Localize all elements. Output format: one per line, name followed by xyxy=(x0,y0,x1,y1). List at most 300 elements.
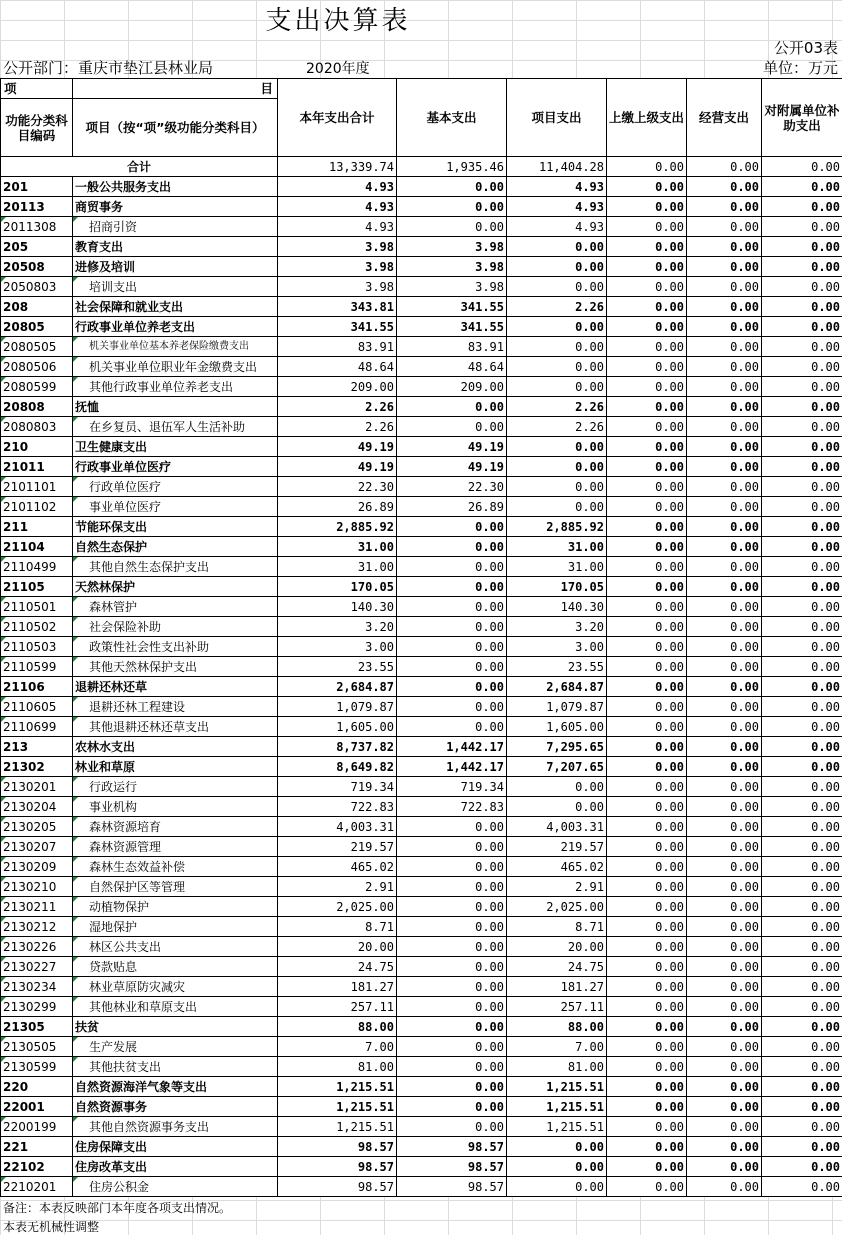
cell-amount: 0.00 xyxy=(687,1157,762,1177)
cell-amount: 2,885.92 xyxy=(507,517,607,537)
cell-code: 20808 xyxy=(1,397,73,417)
cell-amount: 0.00 xyxy=(687,537,762,557)
cell-amount: 0.00 xyxy=(507,477,607,497)
cell-amount: 2,684.87 xyxy=(278,677,397,697)
cell-code: 208 xyxy=(1,297,73,317)
cell-code: 2130299 xyxy=(1,997,73,1017)
cell-amount: 0.00 xyxy=(397,697,507,717)
cell-amount: 0.00 xyxy=(507,377,607,397)
cell-amount: 24.75 xyxy=(278,957,397,977)
cell-amount: 722.83 xyxy=(397,797,507,817)
cell-amount: 0.00 xyxy=(762,1037,842,1057)
cell-amount: 48.64 xyxy=(397,357,507,377)
cell-amount: 1,079.87 xyxy=(507,697,607,717)
cell-amount: 0.00 xyxy=(762,717,842,737)
department-label: 公开部门：重庆市垫江县林业局 xyxy=(3,59,214,77)
cell-amount: 0.00 xyxy=(762,697,842,717)
cell-amount: 0.00 xyxy=(687,697,762,717)
cell-amount: 0.00 xyxy=(762,517,842,537)
cell-amount: 0.00 xyxy=(762,1057,842,1077)
cell-code: 2110599 xyxy=(1,657,73,677)
cell-amount: 140.30 xyxy=(507,597,607,617)
cell-item-name: 林区公共支出 xyxy=(73,937,278,957)
cell-item-name: 行政运行 xyxy=(73,777,278,797)
cell-amount: 0.00 xyxy=(762,417,842,437)
cell-amount: 22.30 xyxy=(278,477,397,497)
cell-amount: 0.00 xyxy=(687,737,762,757)
cell-amount: 2.26 xyxy=(278,397,397,417)
cell-item-name: 动植物保护 xyxy=(73,897,278,917)
cell-amount: 0.00 xyxy=(607,617,687,637)
cell-amount: 31.00 xyxy=(507,557,607,577)
cell-amount: 0.00 xyxy=(687,337,762,357)
cell-item-name: 扶贫 xyxy=(73,1017,278,1037)
cell-amount: 0.00 xyxy=(397,1017,507,1037)
table-note: 备注：本表反映部门本年度各项支出情况。 xyxy=(3,1201,232,1215)
cell-amount: 0.00 xyxy=(687,917,762,937)
cell-code: 2110502 xyxy=(1,617,73,637)
cell-amount: 0.00 xyxy=(762,577,842,597)
cell-amount: 8,737.82 xyxy=(278,737,397,757)
table-row xyxy=(1,1017,842,1037)
cell-amount: 1,079.87 xyxy=(278,697,397,717)
cell-code: 2080505 xyxy=(1,337,73,357)
header-remit-superior: 上缴上级支出 xyxy=(607,79,687,157)
cell-item-name: 卫生健康支出 xyxy=(73,437,278,457)
cell-amount: 341.55 xyxy=(278,317,397,337)
table-header xyxy=(1,79,842,157)
cell-amount: 0.00 xyxy=(607,537,687,557)
cell-amount: 0.00 xyxy=(687,717,762,737)
table-row xyxy=(1,257,842,277)
cell-amount: 0.00 xyxy=(607,1137,687,1157)
cell-amount: 0.00 xyxy=(687,1057,762,1077)
cell-amount: 0.00 xyxy=(762,1157,842,1177)
cell-amount: 0.00 xyxy=(687,277,762,297)
table-row xyxy=(1,557,842,577)
cell-code: 2050803 xyxy=(1,277,73,297)
cell-amount: 0.00 xyxy=(762,677,842,697)
cell-amount: 0.00 xyxy=(762,757,842,777)
total-cell: 11,404.28 xyxy=(507,157,607,177)
cell-amount: 0.00 xyxy=(397,177,507,197)
cell-amount: 465.02 xyxy=(507,857,607,877)
cell-item-name: 农林水支出 xyxy=(73,737,278,757)
table-row xyxy=(1,437,842,457)
cell-amount: 0.00 xyxy=(607,1017,687,1037)
cell-amount: 3.98 xyxy=(397,257,507,277)
cell-amount: 0.00 xyxy=(762,397,842,417)
cell-amount: 0.00 xyxy=(607,697,687,717)
table-row xyxy=(1,717,842,737)
cell-code: 2130205 xyxy=(1,817,73,837)
cell-amount: 0.00 xyxy=(687,1177,762,1197)
cell-amount: 0.00 xyxy=(687,797,762,817)
cell-amount: 49.19 xyxy=(278,437,397,457)
cell-amount: 8,649.82 xyxy=(278,757,397,777)
cell-item-name: 抚恤 xyxy=(73,397,278,417)
cell-amount: 0.00 xyxy=(397,937,507,957)
cell-amount: 1,442.17 xyxy=(397,737,507,757)
table-row xyxy=(1,177,842,197)
cell-amount: 341.55 xyxy=(397,317,507,337)
cell-item-name: 商贸事务 xyxy=(73,197,278,217)
cell-amount: 0.00 xyxy=(687,1137,762,1157)
cell-code: 220 xyxy=(1,1077,73,1097)
cell-amount: 0.00 xyxy=(762,197,842,217)
cell-code: 2130211 xyxy=(1,897,73,917)
cell-amount: 0.00 xyxy=(762,317,842,337)
cell-amount: 209.00 xyxy=(278,377,397,397)
cell-item-name: 退耕还林工程建设 xyxy=(73,697,278,717)
cell-amount: 0.00 xyxy=(607,497,687,517)
cell-item-name: 住房公积金 xyxy=(73,1177,278,1197)
cell-amount: 0.00 xyxy=(607,397,687,417)
cell-code: 2210201 xyxy=(1,1177,73,1197)
cell-amount: 0.00 xyxy=(397,597,507,617)
header-xiang: 项 xyxy=(1,79,73,99)
cell-code: 2200199 xyxy=(1,1117,73,1137)
cell-code: 22001 xyxy=(1,1097,73,1117)
table-row xyxy=(1,237,842,257)
header-code: 功能分类科目编码 xyxy=(1,99,73,157)
table-row xyxy=(1,1057,842,1077)
cell-amount: 0.00 xyxy=(507,237,607,257)
cell-amount: 0.00 xyxy=(762,637,842,657)
cell-item-name: 湿地保护 xyxy=(73,917,278,937)
cell-amount: 257.11 xyxy=(278,997,397,1017)
table-row xyxy=(1,397,842,417)
total-cell: 0.00 xyxy=(762,157,842,177)
cell-amount: 0.00 xyxy=(762,997,842,1017)
cell-item-name: 一般公共服务支出 xyxy=(73,177,278,197)
expenditure-table xyxy=(0,78,842,1197)
cell-amount: 0.00 xyxy=(687,897,762,917)
cell-amount: 0.00 xyxy=(507,277,607,297)
cell-amount: 219.57 xyxy=(507,837,607,857)
cell-code: 2130204 xyxy=(1,797,73,817)
cell-code: 2080803 xyxy=(1,417,73,437)
cell-amount: 0.00 xyxy=(607,437,687,457)
cell-amount: 0.00 xyxy=(397,677,507,697)
cell-amount: 0.00 xyxy=(507,777,607,797)
total-cell: 1,935.46 xyxy=(397,157,507,177)
table-row xyxy=(1,357,842,377)
cell-code: 221 xyxy=(1,1137,73,1157)
cell-amount: 0.00 xyxy=(762,597,842,617)
cell-amount: 0.00 xyxy=(397,537,507,557)
table-row xyxy=(1,617,842,637)
cell-amount: 1,215.51 xyxy=(507,1097,607,1117)
cell-code: 2110503 xyxy=(1,637,73,657)
cell-code: 2130212 xyxy=(1,917,73,937)
cell-amount: 0.00 xyxy=(762,777,842,797)
cell-amount: 0.00 xyxy=(397,417,507,437)
cell-amount: 0.00 xyxy=(762,457,842,477)
cell-amount: 0.00 xyxy=(762,297,842,317)
cell-amount: 0.00 xyxy=(607,217,687,237)
cell-amount: 0.00 xyxy=(607,297,687,317)
cell-amount: 0.00 xyxy=(762,217,842,237)
cell-amount: 98.57 xyxy=(278,1137,397,1157)
table-row xyxy=(1,977,842,997)
cell-amount: 0.00 xyxy=(607,957,687,977)
cell-amount: 0.00 xyxy=(397,617,507,637)
cell-amount: 0.00 xyxy=(397,637,507,657)
total-cell: 13,339.74 xyxy=(278,157,397,177)
table-body xyxy=(1,157,842,1197)
table-row xyxy=(1,957,842,977)
cell-code: 205 xyxy=(1,237,73,257)
table-row xyxy=(1,477,842,497)
cell-item-name: 进修及培训 xyxy=(73,257,278,277)
cell-amount: 0.00 xyxy=(687,317,762,337)
cell-amount: 0.00 xyxy=(762,437,842,457)
cell-item-name: 招商引资 xyxy=(73,217,278,237)
cell-item-name: 其他林业和草原支出 xyxy=(73,997,278,1017)
cell-amount: 0.00 xyxy=(607,377,687,397)
cell-amount: 26.89 xyxy=(397,497,507,517)
cell-amount: 0.00 xyxy=(607,877,687,897)
cell-amount: 0.00 xyxy=(397,977,507,997)
cell-item-name: 机关事业单位职业年金缴费支出 xyxy=(73,357,278,377)
cell-amount: 0.00 xyxy=(687,637,762,657)
cell-amount: 3.98 xyxy=(278,257,397,277)
cell-amount: 0.00 xyxy=(507,337,607,357)
cell-amount: 7,295.65 xyxy=(507,737,607,757)
cell-amount: 209.00 xyxy=(397,377,507,397)
cell-amount: 0.00 xyxy=(762,1077,842,1097)
cell-amount: 0.00 xyxy=(762,557,842,577)
total-row xyxy=(1,157,842,177)
table-row xyxy=(1,677,842,697)
cell-code: 2101102 xyxy=(1,497,73,517)
cell-amount: 0.00 xyxy=(687,417,762,437)
cell-amount: 0.00 xyxy=(607,1177,687,1197)
cell-amount: 0.00 xyxy=(607,577,687,597)
cell-code: 2130207 xyxy=(1,837,73,857)
table-row xyxy=(1,697,842,717)
cell-item-name: 森林管护 xyxy=(73,597,278,617)
cell-amount: 0.00 xyxy=(687,1017,762,1037)
cell-amount: 0.00 xyxy=(607,997,687,1017)
cell-amount: 0.00 xyxy=(507,797,607,817)
cell-amount: 4.93 xyxy=(278,177,397,197)
cell-item-name: 其他天然林保护支出 xyxy=(73,657,278,677)
cell-amount: 0.00 xyxy=(397,217,507,237)
cell-amount: 2.26 xyxy=(278,417,397,437)
table-row xyxy=(1,637,842,657)
table-row xyxy=(1,777,842,797)
cell-code: 2080599 xyxy=(1,377,73,397)
table-row xyxy=(1,497,842,517)
cell-amount: 0.00 xyxy=(687,1117,762,1137)
cell-amount: 0.00 xyxy=(762,957,842,977)
cell-amount: 0.00 xyxy=(762,357,842,377)
cell-code: 2011308 xyxy=(1,217,73,237)
cell-amount: 3.98 xyxy=(397,237,507,257)
cell-amount: 0.00 xyxy=(687,837,762,857)
cell-amount: 0.00 xyxy=(607,657,687,677)
cell-amount: 0.00 xyxy=(762,237,842,257)
cell-amount: 0.00 xyxy=(762,737,842,757)
cell-amount: 0.00 xyxy=(607,977,687,997)
header-mu: 目 xyxy=(73,79,278,99)
cell-item-name: 其他行政事业单位养老支出 xyxy=(73,377,278,397)
cell-amount: 0.00 xyxy=(507,357,607,377)
cell-amount: 0.00 xyxy=(507,1177,607,1197)
cell-amount: 0.00 xyxy=(507,1137,607,1157)
cell-item-name: 自然生态保护 xyxy=(73,537,278,557)
cell-amount: 0.00 xyxy=(687,197,762,217)
header-item-name: 项目（按“项”级功能分类科目） xyxy=(73,99,278,157)
cell-code: 21104 xyxy=(1,537,73,557)
cell-amount: 0.00 xyxy=(687,1077,762,1097)
cell-amount: 0.00 xyxy=(762,177,842,197)
cell-amount: 170.05 xyxy=(507,577,607,597)
cell-amount: 0.00 xyxy=(687,777,762,797)
cell-amount: 181.27 xyxy=(278,977,397,997)
cell-amount: 0.00 xyxy=(607,757,687,777)
cell-amount: 3.98 xyxy=(397,277,507,297)
cell-amount: 343.81 xyxy=(278,297,397,317)
table-row xyxy=(1,317,842,337)
cell-item-name: 森林生态效益补偿 xyxy=(73,857,278,877)
cell-amount: 0.00 xyxy=(687,257,762,277)
cell-code: 21011 xyxy=(1,457,73,477)
cell-amount: 23.55 xyxy=(278,657,397,677)
cell-amount: 0.00 xyxy=(687,377,762,397)
cell-amount: 20.00 xyxy=(507,937,607,957)
adjustment-note: 本表无机械性调整 xyxy=(3,1220,100,1234)
cell-amount: 0.00 xyxy=(607,797,687,817)
cell-amount: 0.00 xyxy=(762,1117,842,1137)
cell-amount: 3.98 xyxy=(278,237,397,257)
cell-amount: 3.00 xyxy=(278,637,397,657)
cell-amount: 0.00 xyxy=(607,417,687,437)
cell-amount: 81.00 xyxy=(278,1057,397,1077)
cell-item-name: 林业和草原 xyxy=(73,757,278,777)
cell-amount: 98.57 xyxy=(278,1177,397,1197)
cell-item-name: 森林资源培育 xyxy=(73,817,278,837)
cell-amount: 0.00 xyxy=(607,337,687,357)
cell-amount: 1,605.00 xyxy=(507,717,607,737)
cell-code: 210 xyxy=(1,437,73,457)
cell-amount: 0.00 xyxy=(607,637,687,657)
cell-item-name: 自然资源事务 xyxy=(73,1097,278,1117)
cell-code: 2110499 xyxy=(1,557,73,577)
cell-amount: 0.00 xyxy=(762,877,842,897)
cell-amount: 0.00 xyxy=(607,317,687,337)
cell-amount: 0.00 xyxy=(397,517,507,537)
cell-amount: 0.00 xyxy=(397,857,507,877)
cell-amount: 1,215.51 xyxy=(278,1077,397,1097)
cell-amount: 0.00 xyxy=(687,297,762,317)
cell-amount: 2.91 xyxy=(278,877,397,897)
cell-amount: 0.00 xyxy=(687,1097,762,1117)
cell-amount: 0.00 xyxy=(762,257,842,277)
cell-amount: 49.19 xyxy=(397,437,507,457)
cell-amount: 1,215.51 xyxy=(278,1097,397,1117)
table-row xyxy=(1,1097,842,1117)
cell-amount: 0.00 xyxy=(687,477,762,497)
cell-amount: 0.00 xyxy=(397,717,507,737)
table-row xyxy=(1,417,842,437)
cell-amount: 0.00 xyxy=(687,877,762,897)
cell-item-name: 事业机构 xyxy=(73,797,278,817)
cell-amount: 0.00 xyxy=(687,357,762,377)
cell-amount: 0.00 xyxy=(762,337,842,357)
cell-item-name: 天然林保护 xyxy=(73,577,278,597)
header-subsidiary-subsidy: 对附属单位补助支出 xyxy=(762,79,842,157)
header-project-expenditure: 项目支出 xyxy=(507,79,607,157)
cell-amount: 4.93 xyxy=(278,197,397,217)
cell-code: 2130209 xyxy=(1,857,73,877)
cell-amount: 0.00 xyxy=(762,377,842,397)
cell-amount: 719.34 xyxy=(278,777,397,797)
cell-amount: 0.00 xyxy=(607,857,687,877)
cell-amount: 0.00 xyxy=(607,937,687,957)
cell-amount: 0.00 xyxy=(687,677,762,697)
cell-amount: 0.00 xyxy=(687,617,762,637)
cell-amount: 0.00 xyxy=(762,937,842,957)
cell-amount: 31.00 xyxy=(278,537,397,557)
cell-amount: 23.55 xyxy=(507,657,607,677)
table-row xyxy=(1,897,842,917)
total-cell: 0.00 xyxy=(607,157,687,177)
cell-amount: 0.00 xyxy=(607,1077,687,1097)
cell-amount: 0.00 xyxy=(687,657,762,677)
cell-amount: 4.93 xyxy=(507,197,607,217)
cell-item-name: 退耕还林还草 xyxy=(73,677,278,697)
cell-amount: 49.19 xyxy=(397,457,507,477)
cell-amount: 0.00 xyxy=(607,837,687,857)
cell-amount: 0.00 xyxy=(687,517,762,537)
cell-code: 213 xyxy=(1,737,73,757)
cell-amount: 0.00 xyxy=(397,997,507,1017)
table-row xyxy=(1,917,842,937)
cell-amount: 4.93 xyxy=(278,217,397,237)
cell-code: 21302 xyxy=(1,757,73,777)
cell-amount: 0.00 xyxy=(762,1177,842,1197)
table-row xyxy=(1,997,842,1017)
cell-code: 2130210 xyxy=(1,877,73,897)
cell-amount: 31.00 xyxy=(278,557,397,577)
table-row xyxy=(1,537,842,557)
cell-amount: 98.57 xyxy=(397,1177,507,1197)
cell-amount: 170.05 xyxy=(278,577,397,597)
cell-code: 2130227 xyxy=(1,957,73,977)
cell-amount: 0.00 xyxy=(762,1137,842,1157)
cell-amount: 0.00 xyxy=(762,817,842,837)
cell-code: 2130234 xyxy=(1,977,73,997)
cell-amount: 0.00 xyxy=(607,777,687,797)
table-row xyxy=(1,757,842,777)
cell-amount: 0.00 xyxy=(397,957,507,977)
cell-amount: 0.00 xyxy=(687,177,762,197)
cell-amount: 0.00 xyxy=(607,1117,687,1137)
cell-amount: 0.00 xyxy=(507,257,607,277)
cell-amount: 0.00 xyxy=(687,1037,762,1057)
cell-code: 2110501 xyxy=(1,597,73,617)
fiscal-year: 2020年度 xyxy=(306,61,370,77)
cell-amount: 0.00 xyxy=(762,477,842,497)
cell-amount: 1,442.17 xyxy=(397,757,507,777)
cell-amount: 0.00 xyxy=(762,617,842,637)
cell-amount: 0.00 xyxy=(687,977,762,997)
cell-amount: 3.98 xyxy=(278,277,397,297)
cell-amount: 0.00 xyxy=(607,557,687,577)
